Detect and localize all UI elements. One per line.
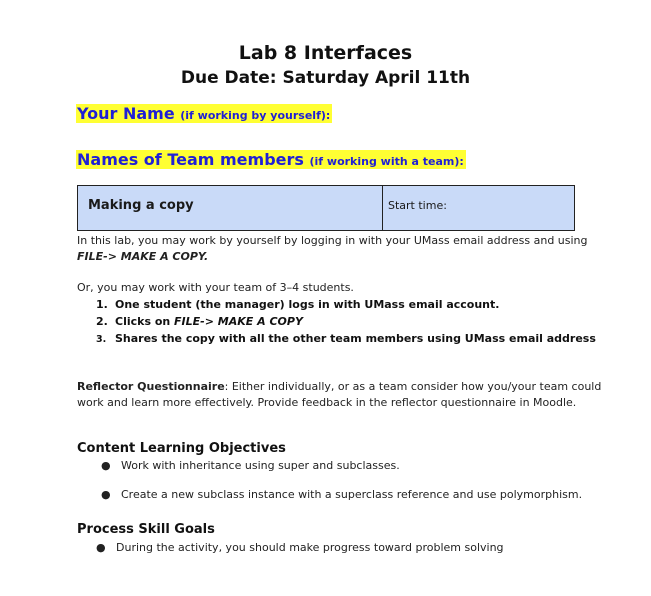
content-objective-item xyxy=(101,459,400,472)
reflector-line-2: work and learn more effectively. Provide feedback in the reflector questionnaire in Moodle. xyxy=(77,396,577,409)
reflector-text: : Either individually, or as a team consider how you/your team could xyxy=(224,380,602,393)
step-text: One student (the manager) logs in with UMass email account. xyxy=(115,298,500,311)
bullet-icon: ● xyxy=(101,459,111,472)
step-number: 3. xyxy=(96,334,107,345)
step-text-emphasis: FILE-> MAKE A COPY xyxy=(174,315,303,328)
step-text: Shares the copy with all the other team members using UMass email address xyxy=(115,332,596,345)
team-members-label: Names of Team members xyxy=(77,150,304,169)
step-number: 2. xyxy=(96,315,108,328)
table-cell-start-time: Start time: xyxy=(388,199,447,212)
your-name-field xyxy=(76,104,332,123)
intro-line-1: In this lab, you may work by yourself by logging in with your UMass email address and using xyxy=(77,234,588,247)
content-objective-text: Work with inheritance using super and subclasses. xyxy=(121,459,400,472)
making-copy-table xyxy=(77,185,575,231)
due-date: Due Date: Saturday April 11th xyxy=(180,68,471,88)
team-members-note: (if working with a team): xyxy=(309,155,464,168)
process-goals-heading: Process Skill Goals xyxy=(77,522,215,537)
step-2 xyxy=(96,315,303,328)
table-cell-title: Making a copy xyxy=(78,186,383,230)
process-goal-text: During the activity, you should make progress toward problem solving xyxy=(116,541,504,554)
your-name-label: Your Name xyxy=(77,104,175,123)
intro-line-2: FILE-> MAKE A COPY. xyxy=(77,250,209,263)
reflector-line-1 xyxy=(77,379,601,395)
step-text: Clicks on xyxy=(115,315,175,328)
process-goal-item xyxy=(96,541,504,554)
page-title: Lab 8 Interfaces xyxy=(238,42,413,64)
step-1 xyxy=(96,298,499,311)
intro-line-3: Or, you may work with your team of 3–4 students. xyxy=(77,281,354,294)
content-objectives-heading: Content Learning Objectives xyxy=(77,441,286,456)
team-members-field xyxy=(76,150,466,169)
bullet-icon: ● xyxy=(101,488,111,501)
content-objective-item xyxy=(101,488,582,501)
reflector-label: Reflector Questionnaire xyxy=(77,380,225,393)
bullet-icon: ● xyxy=(96,541,106,554)
your-name-note: (if working by yourself): xyxy=(180,109,331,122)
content-objective-text: Create a new subclass instance with a superclass reference and use polymorphism. xyxy=(121,488,583,501)
step-3 xyxy=(96,332,596,345)
step-number: 1. xyxy=(96,298,108,311)
